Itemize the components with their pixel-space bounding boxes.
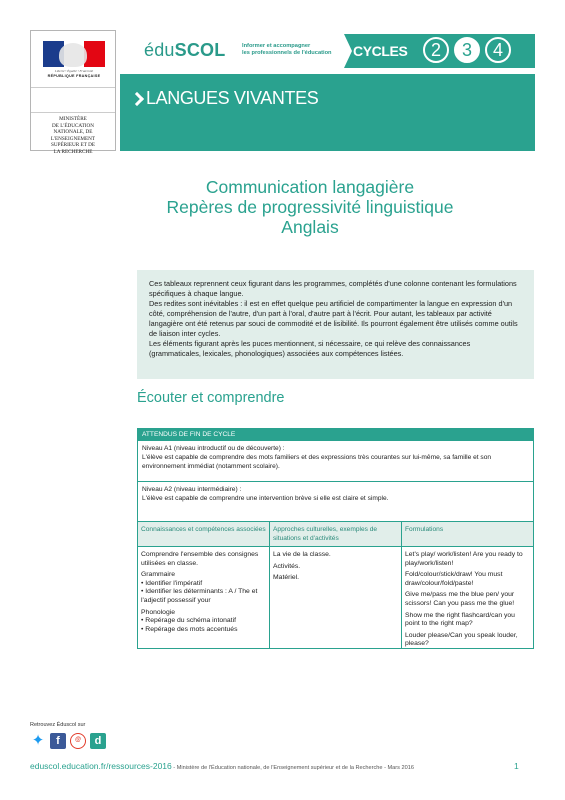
ministry-name-line: SUPÉRIEUR ET DE xyxy=(51,142,95,149)
column-header-knowledge: Connaissances et compétences associées xyxy=(138,522,270,547)
footer-legal: - Ministère de l'Éducation nationale, de l'Enseignement supérieur et de la Recherche - Mars 2016 xyxy=(171,765,414,771)
tagline-line: les professionnels de l'éducation xyxy=(242,50,332,56)
divider xyxy=(31,112,115,113)
active-cycle-pointer xyxy=(473,68,483,73)
cycles-label: CYCLES xyxy=(353,43,408,59)
formulation: Let's play/ work/listen! Are you ready to play/work/listen! xyxy=(405,551,523,567)
intro-paragraph: Ces tableaux reprennent ceux figurant dans les programmes, complétés d'une colonne contenant les formulations spécifiques à chaque langue. xyxy=(149,279,517,298)
level-a1 xyxy=(138,441,533,482)
eduscol-logo[interactable] xyxy=(144,40,225,61)
level-title: Niveau A2 (niveau intermédiaire) : xyxy=(142,486,242,493)
brand-suffix: SCOL xyxy=(174,40,226,60)
level-title: Niveau A1 (niveau introductif ou de découverte) : xyxy=(142,445,285,452)
level-text: L'élève est capable de comprendre une intervention brève si elle est claire et simple. xyxy=(142,495,389,502)
title-line-3: Anglais xyxy=(281,217,339,237)
column-header-cultural: Approches culturelles, exemples de situations et d'activités xyxy=(270,522,402,547)
list-item: • Repérage du schéma intonatif xyxy=(141,617,266,626)
list-item: Activités. xyxy=(273,562,301,570)
intro-paragraph: Des redites sont inévitables : il est en effet quelque peu artificiel de compartimenter la langue en expression d'un côté, compréhension de l'autre, d'un part à l'oral, d'autre part à l'écrit. Pour autant, les tableaux par activité langagière ont été retenus par souci de commodité et de lisibilité. Ils pourront également être utilisés comme outils de liaison inter cycles. xyxy=(149,299,518,338)
marianne-profile-icon xyxy=(59,43,87,67)
footer-url[interactable]: eduscol.education.fr/ressources-2016 xyxy=(30,761,172,771)
eduscol-link-icon[interactable]: @ xyxy=(70,733,86,749)
phonology-label: Phonologie xyxy=(141,608,176,616)
document-title xyxy=(110,177,510,237)
social-label: Retrouvez Éduscol sur xyxy=(30,722,86,728)
cycle-3-badge[interactable]: 3 xyxy=(454,37,480,63)
brand-prefix: édu xyxy=(144,40,175,60)
knowledge-cell xyxy=(138,547,270,648)
divider xyxy=(31,87,115,88)
formulation: Show me the right flashcard/can you point to the right map? xyxy=(405,611,515,628)
grammar-label: Grammaire xyxy=(141,571,175,579)
cycle-4-badge[interactable]: 4 xyxy=(485,37,511,63)
formulation: Give me/pass me the blue pen/ your scissors! Can you pass me the glue! xyxy=(405,591,515,607)
cultural-cell xyxy=(270,547,402,648)
ministry-name-line: NATIONALE, DE xyxy=(53,129,93,136)
twitter-icon[interactable]: ✦ xyxy=(31,732,45,749)
intro-box xyxy=(137,270,534,379)
social-links xyxy=(30,733,106,751)
column-header-formulations: Formulations xyxy=(405,526,444,533)
ministry-name-line: L'ENSEIGNEMENT xyxy=(50,135,96,142)
page-number: 1 xyxy=(514,761,519,771)
eduscol-header xyxy=(120,30,535,72)
title-line-2: Repères de progressivité linguistique xyxy=(166,197,454,217)
chevron-right-icon xyxy=(130,92,144,106)
title-line-1: Communication langagière xyxy=(205,177,415,197)
intro-paragraph: Les éléments figurant après les puces mentionnent, si nécessaire, ce qui relève des connaissances (grammaticales, lexicales, phonologiques) associées aux compétences listées. xyxy=(149,339,471,358)
formulations-cell xyxy=(402,547,533,648)
tagline-line: Informer et accompagner xyxy=(242,43,311,49)
knowledge-intro: Comprendre l'ensemble des consignes utilisées en classe. xyxy=(141,551,259,567)
ministry-name-line: DE L'ÉDUCATION xyxy=(52,122,94,129)
list-item: Matériel. xyxy=(273,574,300,582)
table-header: ATTENDUS DE FIN DE CYCLE xyxy=(138,429,533,441)
ministry-name-line: LA RECHERCHE xyxy=(53,148,93,155)
dailymotion-icon[interactable]: d xyxy=(90,733,106,749)
formulation: Louder please/Can you speak louder, please? xyxy=(405,631,518,648)
formulation: Fold/colour/stick/draw! You must draw/colour/fold/paste! xyxy=(405,571,503,587)
facebook-icon[interactable]: f xyxy=(50,733,66,749)
list-item: • Identifier l'impératif xyxy=(141,580,266,589)
subject-band xyxy=(120,74,535,151)
subject-title: LANGUES VIVANTES xyxy=(146,88,319,108)
section-title: Écouter et comprendre xyxy=(137,390,285,406)
eduscol-tagline xyxy=(242,43,332,57)
level-text: L'élève est capable de comprendre des mots familiers et des expressions très courantes sur lui-même, sa famille et son environnement immédiat (notamment scolaire). xyxy=(142,454,492,470)
marianne-logo xyxy=(43,41,105,79)
cycle-2-badge[interactable]: 2 xyxy=(423,37,449,63)
column-headers xyxy=(138,521,533,547)
ministry-logo-block xyxy=(30,30,116,155)
level-a2 xyxy=(138,482,533,510)
ministry-name-line: MINISTÈRE xyxy=(59,116,87,122)
footer xyxy=(30,761,535,771)
republic-motto: Liberté • Égalité • Fraternité xyxy=(54,69,94,73)
list-item: • Identifier les déterminants : A / The et l'adjectif possessif your xyxy=(141,588,266,605)
republic-name: RÉPUBLIQUE FRANÇAISE xyxy=(47,74,101,78)
list-item: La vie de la classe. xyxy=(273,551,331,558)
expectations-table xyxy=(137,428,534,649)
ministry-name xyxy=(33,116,113,156)
list-item: • Repérage des mots accentués xyxy=(141,626,266,635)
